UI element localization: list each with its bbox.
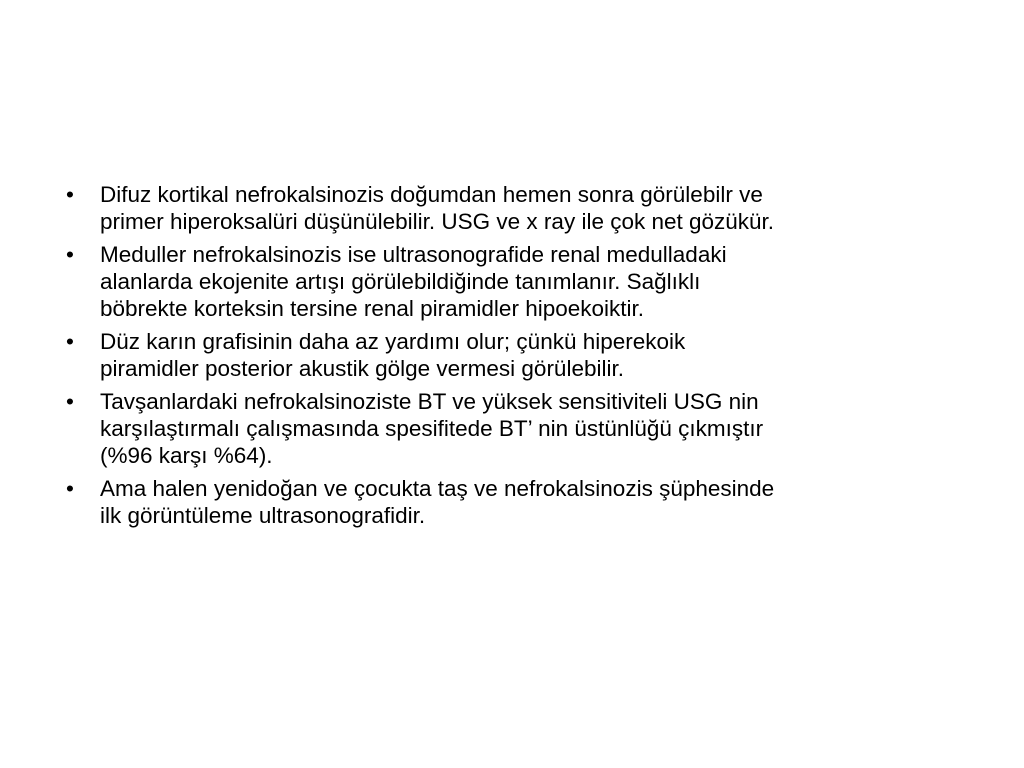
bullet-marker: •	[66, 389, 74, 414]
bullet-text-line: alanlarda ekojenite artışı görülebildiğinde tanımlanır. Sağlıklı	[100, 269, 701, 294]
bullet-text-line: (%96 karşı %64).	[100, 443, 273, 468]
bullet-text-line: primer hiperoksalüri düşünülebilir. USG ve x ray ile çok net gözükür.	[100, 209, 775, 234]
bullet-marker: •	[66, 329, 74, 354]
bullet-marker: •	[66, 242, 74, 267]
bullet-list	[60, 181, 970, 535]
bullet-item-5	[60, 475, 970, 529]
bullet-text-line: Tavşanlardaki nefrokalsinoziste BT ve yüksek sensitiviteli USG nin	[100, 389, 759, 414]
bullet-item-1	[60, 181, 970, 235]
bullet-item-4	[60, 388, 970, 469]
bullet-item-3	[60, 328, 970, 382]
bullet-text-line: piramidler posterior akustik gölge vermesi görülebilir.	[100, 356, 624, 381]
bullet-text-line: böbrekte korteksin tersine renal piramidler hipoekoiktir.	[100, 296, 645, 321]
bullet-marker: •	[66, 182, 74, 207]
bullet-item-2	[60, 241, 970, 322]
bullet-text-line: Düz karın grafisinin daha az yardımı olur; çünkü hiperekoik	[100, 329, 686, 354]
bullet-text-line: Ama halen yenidoğan ve çocukta taş ve nefrokalsinozis şüphesinde	[100, 476, 775, 501]
bullet-text-line: Difuz kortikal nefrokalsinozis doğumdan hemen sonra görülebilr ve	[100, 182, 763, 207]
bullet-text-line: Meduller nefrokalsinozis ise ultrasonografide renal medulladaki	[100, 242, 727, 267]
bullet-marker: •	[66, 476, 74, 501]
bullet-text-line: karşılaştırmalı çalışmasında spesifitede BT’ nin üstünlüğü çıkmıştır	[100, 416, 764, 441]
bullet-text-line: ilk görüntüleme ultrasonografidir.	[100, 503, 426, 528]
